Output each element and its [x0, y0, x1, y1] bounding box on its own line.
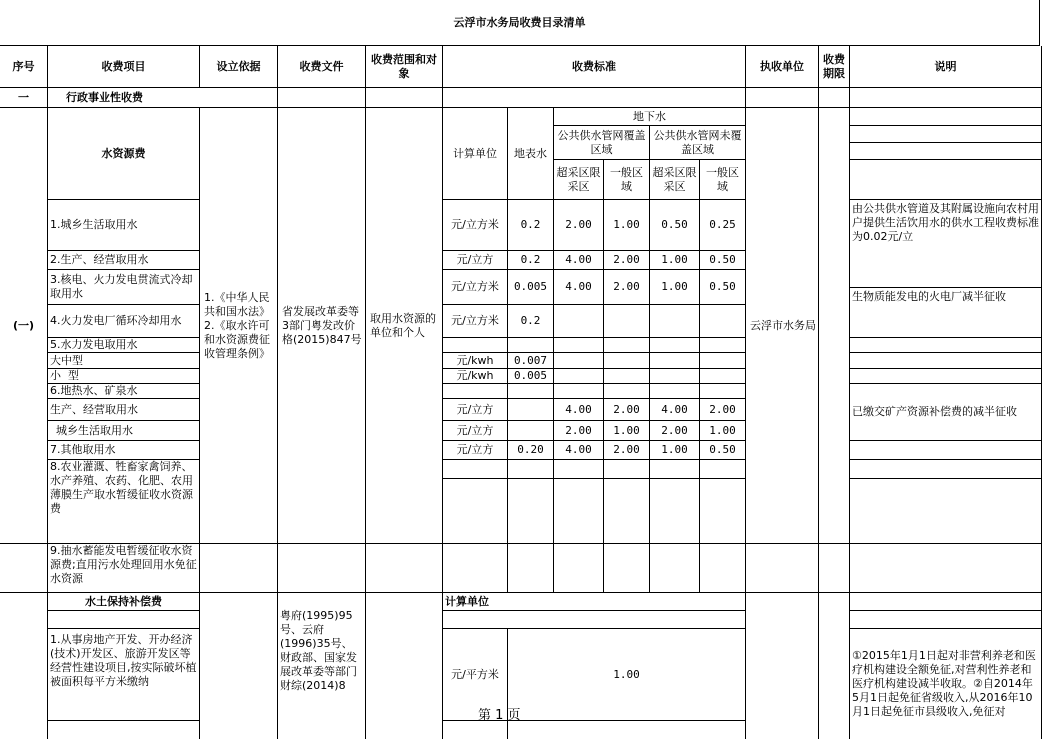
group-file: 省发展改革委等3部门粤发改价格(2015)847号: [278, 108, 366, 544]
header-file: 收费文件: [278, 46, 366, 88]
group-agency: 云浮市水务局: [746, 108, 819, 544]
std-over-2: 超采区限采区: [650, 160, 700, 200]
std-uncovered: 公共供水管网未覆盖区域: [650, 126, 746, 160]
group2-unit: 元/平方米: [443, 629, 508, 721]
row-surface: 0.005: [508, 369, 554, 384]
row-v3: 1.00: [604, 200, 650, 251]
section-name: 行政事业性收费: [48, 88, 278, 108]
header-standard: 收费标准: [443, 46, 746, 88]
row-item: 3.核电、火力发电贯流式冷却取用水: [48, 270, 200, 305]
header-note: 说明: [850, 46, 1042, 88]
std-over-1: 超采区限采区: [554, 160, 604, 200]
row-v4: 0.50: [650, 200, 700, 251]
group2-calc-unit: 计算单位: [443, 593, 746, 611]
note-biomass: 生物质能发电的火电厂减半征收: [850, 288, 1042, 338]
row-item: 6.地热水、矿泉水: [48, 384, 200, 399]
group-basis: 1.《中华人民共和国水法》2.《取水许可和水资源费征收管理条例》: [200, 108, 278, 544]
row-item: 9.抽水蓄能发电暂缓征收水资源费;直用污水处理回用水免征水资源: [48, 544, 200, 593]
row-item: 7.其他取用水: [48, 441, 200, 460]
header-seq: 序号: [0, 46, 48, 88]
row-unit: 元/立方: [443, 251, 508, 270]
group2-item: 1.从事房地产开发、开办经济(技术)开发区、旅游开发区等经营性建设项目,按实际破坏植被面积每平方米缴纳: [48, 629, 200, 721]
row-item: 大中型: [48, 353, 200, 369]
row-v5: 0.50: [700, 270, 746, 305]
row-surface: 0.2: [508, 251, 554, 270]
row-unit: 元/立方米: [443, 305, 508, 338]
row-v5: 2.00: [700, 399, 746, 421]
group2-note: ①2015年1月1日起对非营利养老和医疗机构建设全额免征,对营利性养老和医疗机构建设减半收取。②自2014年5月1日起免征省级收入,从2016年10月1日起免征市县级收入,免征对: [850, 629, 1042, 739]
row-v4: 1.00: [650, 441, 700, 460]
row-unit: 元/立方米: [443, 270, 508, 305]
std-ground: 地下水: [554, 108, 746, 126]
group-scope: 取用水资源的单位和个人: [366, 108, 443, 544]
row-item: 4.火力发电厂循环冷却用水: [48, 305, 200, 338]
row-item: 小 型: [48, 369, 200, 384]
row-unit: 元/立方: [443, 421, 508, 441]
row-unit: 元/kwh: [443, 369, 508, 384]
section-number: 一: [0, 88, 48, 108]
row-v2: 4.00: [554, 270, 604, 305]
row-item: 8.农业灌溉、牲畜家禽饲养、水产养殖、农药、化肥、农用薄膜生产取水暂缓征收水资源费: [48, 460, 200, 544]
header-period: 收费期限: [819, 46, 850, 88]
std-general-2: 一般区域: [700, 160, 746, 200]
group-number: (一): [0, 108, 48, 544]
std-general-1: 一般区域: [604, 160, 650, 200]
row-unit: 元/kwh: [443, 353, 508, 369]
header-unit: 执收单位: [746, 46, 819, 88]
row-surface: 0.007: [508, 353, 554, 369]
row-v2: 4.00: [554, 399, 604, 421]
row-v2: 2.00: [554, 200, 604, 251]
row-unit: 元/立方米: [443, 200, 508, 251]
row-surface: 0.2: [508, 200, 554, 251]
std-covered: 公共供水管网覆盖区域: [554, 126, 650, 160]
row-surface: 0.20: [508, 441, 554, 460]
row-item: 1.城乡生活取用水: [48, 200, 200, 251]
row-v3: 2.00: [604, 251, 650, 270]
row-surface: 0.2: [508, 305, 554, 338]
row-v2: 4.00: [554, 251, 604, 270]
row-v4: 1.00: [650, 270, 700, 305]
row-v4: 2.00: [650, 421, 700, 441]
header-basis: 设立依据: [200, 46, 278, 88]
group-name-water-resource: 水资源费: [48, 108, 200, 200]
row-surface: 0.005: [508, 270, 554, 305]
row-v5: 0.50: [700, 441, 746, 460]
row-v4: 4.00: [650, 399, 700, 421]
row-v5: 0.25: [700, 200, 746, 251]
std-surface: 地表水: [508, 108, 554, 200]
group2-file: 粤府(1995)95号、云府(1996)35号、财政部、国家发展改革委等部门财综(2014)8: [278, 593, 366, 739]
header-scope: 收费范围和对象: [366, 46, 443, 88]
row-unit: 元/立方: [443, 399, 508, 421]
row-v4: 1.00: [650, 251, 700, 270]
note-rural-supply: 由公共供水管道及其附属设施向农村用户提供生活饮用水的供水工程收费标准为0.02元/立: [850, 200, 1042, 288]
header-item: 收费项目: [48, 46, 200, 88]
row-item: 2.生产、经营取用水: [48, 251, 200, 270]
std-calc-unit: 计算单位: [443, 108, 508, 200]
page-number: 第 1 页: [478, 708, 521, 723]
row-v3: 2.00: [604, 270, 650, 305]
row-v2: 4.00: [554, 441, 604, 460]
row-v3: 1.00: [604, 421, 650, 441]
row-v3: 2.00: [604, 441, 650, 460]
row-v3: 2.00: [604, 399, 650, 421]
row-item: 城乡生活取用水: [48, 421, 200, 441]
row-v5: 1.00: [700, 421, 746, 441]
row-item: 5.水力发电取用水: [48, 338, 200, 353]
note-mineral: 已缴交矿产资源补偿费的减半征收: [850, 384, 1042, 441]
page-title: 云浮市水务局收费目录清单: [0, 0, 1040, 46]
row-v5: 0.50: [700, 251, 746, 270]
group-name-soil-conservation: 水土保持补偿费: [48, 593, 200, 611]
row-v2: 2.00: [554, 421, 604, 441]
group2-value: 1.00: [508, 629, 746, 721]
row-unit: 元/立方: [443, 441, 508, 460]
row-item: 生产、经营取用水: [48, 399, 200, 421]
